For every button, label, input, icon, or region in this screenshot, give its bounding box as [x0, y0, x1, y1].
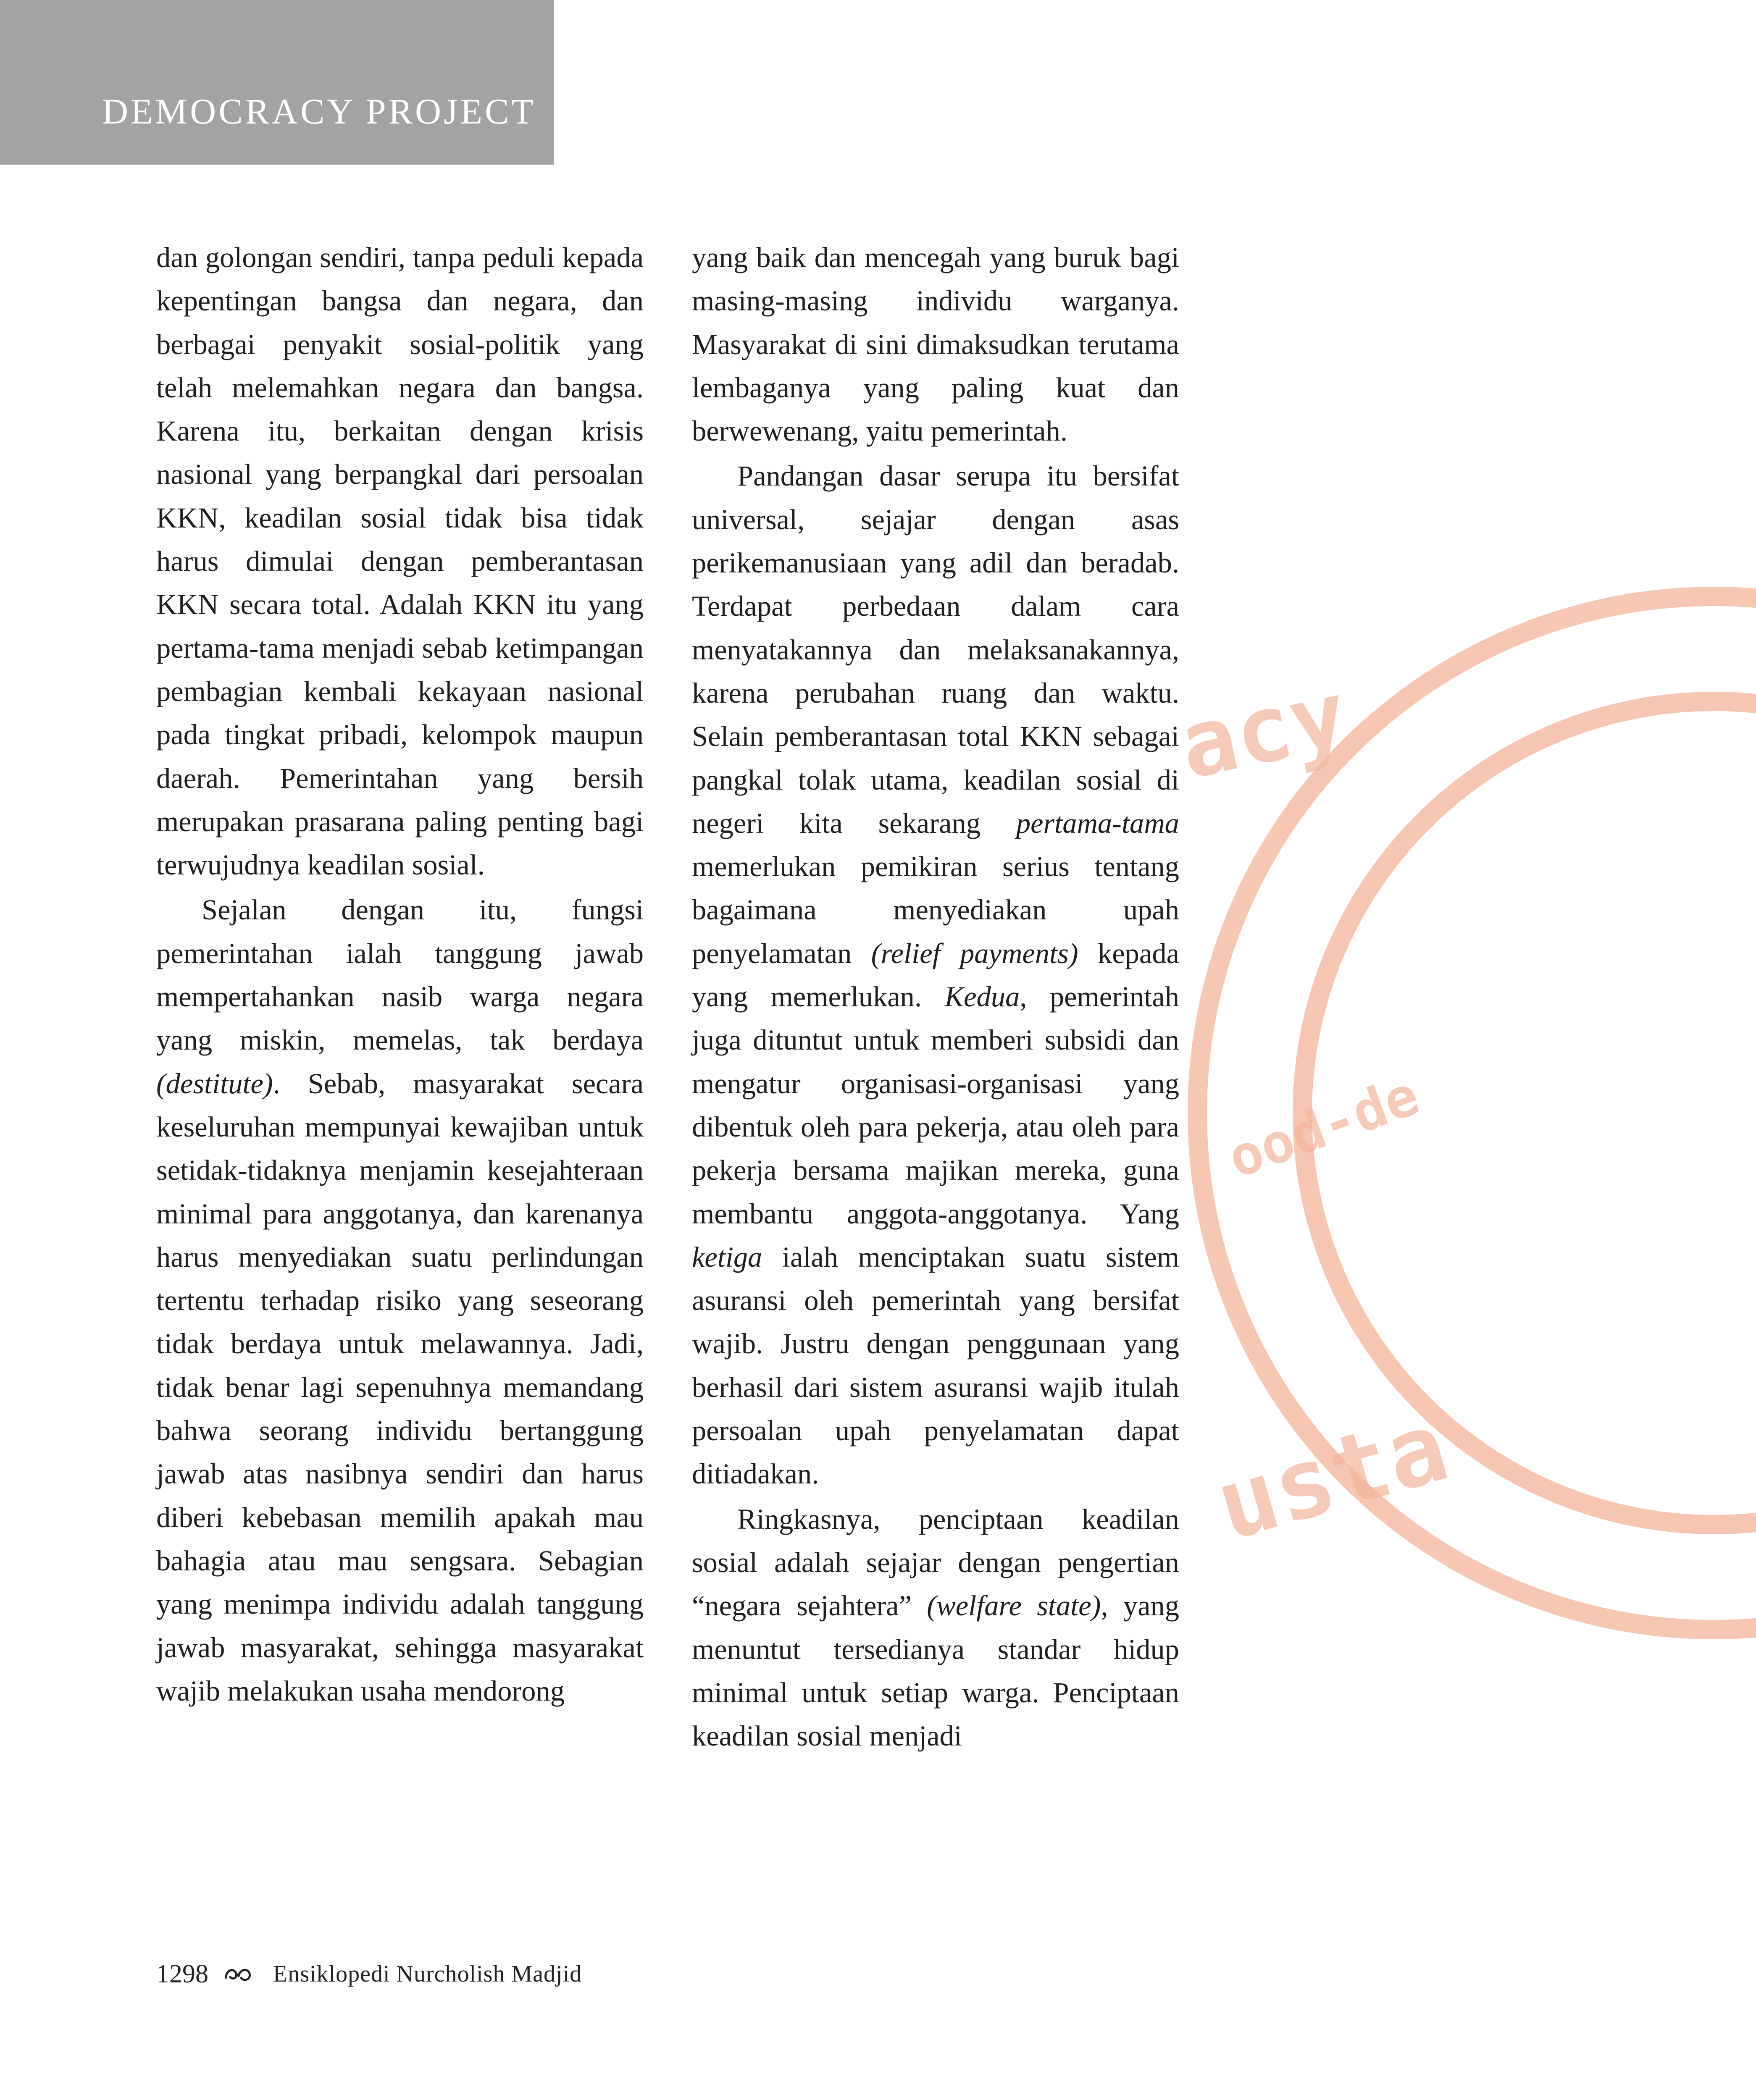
- paragraph: dan golongan sendiri, tanpa peduli kepada kepentingan bangsa dan negara, dan berbagai penyakit sosial-politik yang telah melemahkan negara dan bangsa. Karena itu, berkaitan dengan krisis nasional yang berpangkal dari persoalan KKN, keadilan sosial tidak bisa tidak harus dimulai dengan pemberantasan KKN secara total. Adalah KKN itu yang pertama-tama menjadi sebab ketimpangan pembagian kembali kekayaan nasional pada tingkat pribadi, kelompok maupun daerah. Pemerintahan yang bersih merupakan prasarana paling penting bagi terwujudnya keadilan sosial.: [156, 242, 644, 881]
- running-header-title: DEMOCRACY PROJECT: [102, 91, 536, 131]
- paragraph: Sejalan dengan itu, fungsi pemerintahan ialah tanggung jawab mempertahankan nasib warga negara yang miskin, memelas, tak berdaya (destitute). Sebab, masyarakat secara keseluruhan mempunyai kewajiban untuk setidak-tidaknya menjamin kesejahteraan minimal para anggotanya, dan karenanya harus menyediakan suatu perlindungan tertentu terhadap risiko yang seseorang tidak berdaya untuk melawannya. Jadi, tidak benar lagi sepenuhnya memandang bahwa seorang individu bertanggung jawab atas nasibnya sendiri dan harus diberi kebebasan memilih apakah mau bahagia atau mau sengsara. Sebagian yang menimpa individu adalah tanggung jawab masyarakat, sehingga masyarakat wajib melakukan usaha mendorong: [156, 894, 644, 1707]
- running-header-band: [0, 0, 554, 165]
- library-stamp-watermark: [1168, 567, 1756, 1659]
- italic-term: (destitute): [156, 1067, 273, 1100]
- paragraph: Pandangan dasar serupa itu bersifat universal, sejajar dengan asas perikemanusiaan yang adil dan beradab. Terdapat perbedaan dalam cara menyatakannya dan melaksanakannya, karena perubahan ruang dan waktu. Selain pemberantasan total KKN sebagai pangkal tolak utama, keadilan sosial di negeri kita sekarang pertama-tama memerlukan pemikiran serius tentang bagaimana menyediakan upah penyelamatan (relief payments) kepada yang memerlukan. Kedua, pemerintah juga dituntut untuk memberi subsidi dan mengatur organisasi-organisasi yang dibentuk oleh para pekerja, atau oleh para pekerja bersama majikan mereka, guna membantu anggota-anggotanya. Yang ketiga ialah menciptakan suatu sistem asuransi oleh pemerintah yang bersifat wajib. Justru dengan penggunaan yang berhasil dari sistem asuransi wajib itulah persoalan upah penyelamatan dapat ditiadakan.: [692, 460, 1179, 1490]
- page-number: 1298: [156, 1959, 208, 1988]
- italic-term: (relief payments): [871, 937, 1078, 969]
- svg-text:acy: acy: [1170, 660, 1356, 800]
- paragraph: Ringkasnya, penciptaan keadilan sosial adalah sejajar dengan pengertian “negara sejahtera” (welfare state), yang menuntut tersedianya standar hidup minimal untuk setiap warga. Penciptaan keadilan sosial menjadi: [692, 1503, 1179, 1752]
- fleuron-ornament-icon: [223, 1964, 253, 1984]
- left-text-column: [156, 236, 644, 1713]
- right-text-column: [692, 236, 1179, 1758]
- italic-term: pertama-tama: [1016, 807, 1179, 839]
- italic-term: (welfare state): [927, 1590, 1101, 1622]
- svg-text:ood-de: ood-de: [1220, 1063, 1427, 1191]
- page-footer: [156, 1957, 582, 1991]
- svg-text:usta: usta: [1204, 1390, 1459, 1562]
- italic-term: Kedua: [944, 981, 1020, 1013]
- italic-term: ketiga: [692, 1241, 762, 1273]
- book-title: Ensiklopedi Nurcholish Madjid: [273, 1961, 582, 1987]
- paragraph: yang baik dan mencegah yang buruk bagi masing-masing individu warganya. Masyarakat di sini dimaksudkan terutama lembaganya yang paling kuat dan berwewenang, yaitu pemerintah.: [692, 242, 1179, 447]
